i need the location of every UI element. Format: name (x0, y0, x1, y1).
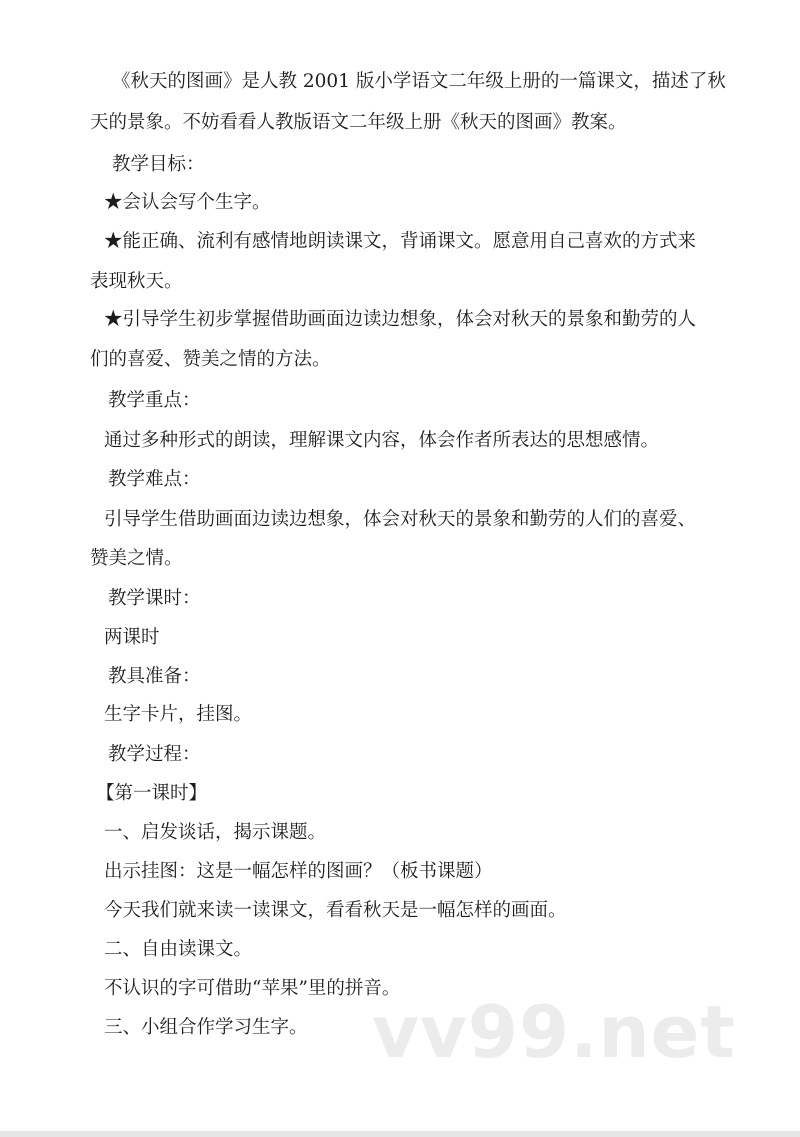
section-heading: 教学难点： (108, 469, 201, 490)
paragraph-line: 们的喜爱、赞美之情的方法。 (90, 349, 331, 370)
paragraph-line: 二、自由读课文。 (104, 939, 253, 960)
watermark: vv99.net (372, 990, 736, 1074)
paragraph-line: 生字卡片，挂图。 (104, 704, 253, 725)
list-item: ★引导学生初步掌握借助画面边读边想象，体会对秋天的景象和勤劳的人 (104, 309, 697, 330)
paragraph-line: 不认识的字可借助“苹果”里的拼音。 (104, 978, 401, 999)
section-heading: 教学重点： (108, 390, 201, 411)
paragraph-line: 引导学生借助画面边读边想象，体会对秋天的景象和勤劳的人们的喜爱、 (104, 509, 697, 530)
page-bottom-edge (0, 1131, 800, 1137)
section-heading: 教具准备： (108, 666, 201, 687)
paragraph-line: 天的景象。不妨看看人教版语文二年级上册《秋天的图画》教案。 (90, 112, 627, 133)
paragraph-line: 《秋天的图画》是人教 2001 版小学语文二年级上册的一篇课文，描述了秋 (112, 71, 726, 92)
section-heading: 教学课时： (108, 588, 201, 609)
paragraph-line: 两课时 (104, 627, 160, 648)
section-heading: 教学目标： (112, 154, 205, 175)
paragraph-line: 今天我们就来读一读课文，看看秋天是一幅怎样的画面。 (104, 900, 567, 921)
list-item: ★会认会写个生字。 (104, 192, 271, 213)
section-heading: 教学过程： (108, 744, 201, 765)
paragraph-line: 赞美之情。 (90, 548, 183, 569)
paragraph-line: 通过多种形式的朗读，理解课文内容，体会作者所表达的思想感情。 (104, 430, 660, 451)
paragraph-line: 一、启发谈话，揭示课题。 (104, 822, 327, 843)
list-item: ★能正确、流利有感情地朗读课文，背诵课文。愿意用自己喜欢的方式来 (104, 231, 697, 252)
paragraph-line: 三、小组合作学习生字。 (104, 1017, 308, 1038)
paragraph-line: 表现秋天。 (90, 271, 183, 292)
paragraph-line: 出示挂图：这是一幅怎样的图画？（板书课题） (104, 861, 493, 882)
section-heading: 【第一课时】 (96, 783, 208, 804)
